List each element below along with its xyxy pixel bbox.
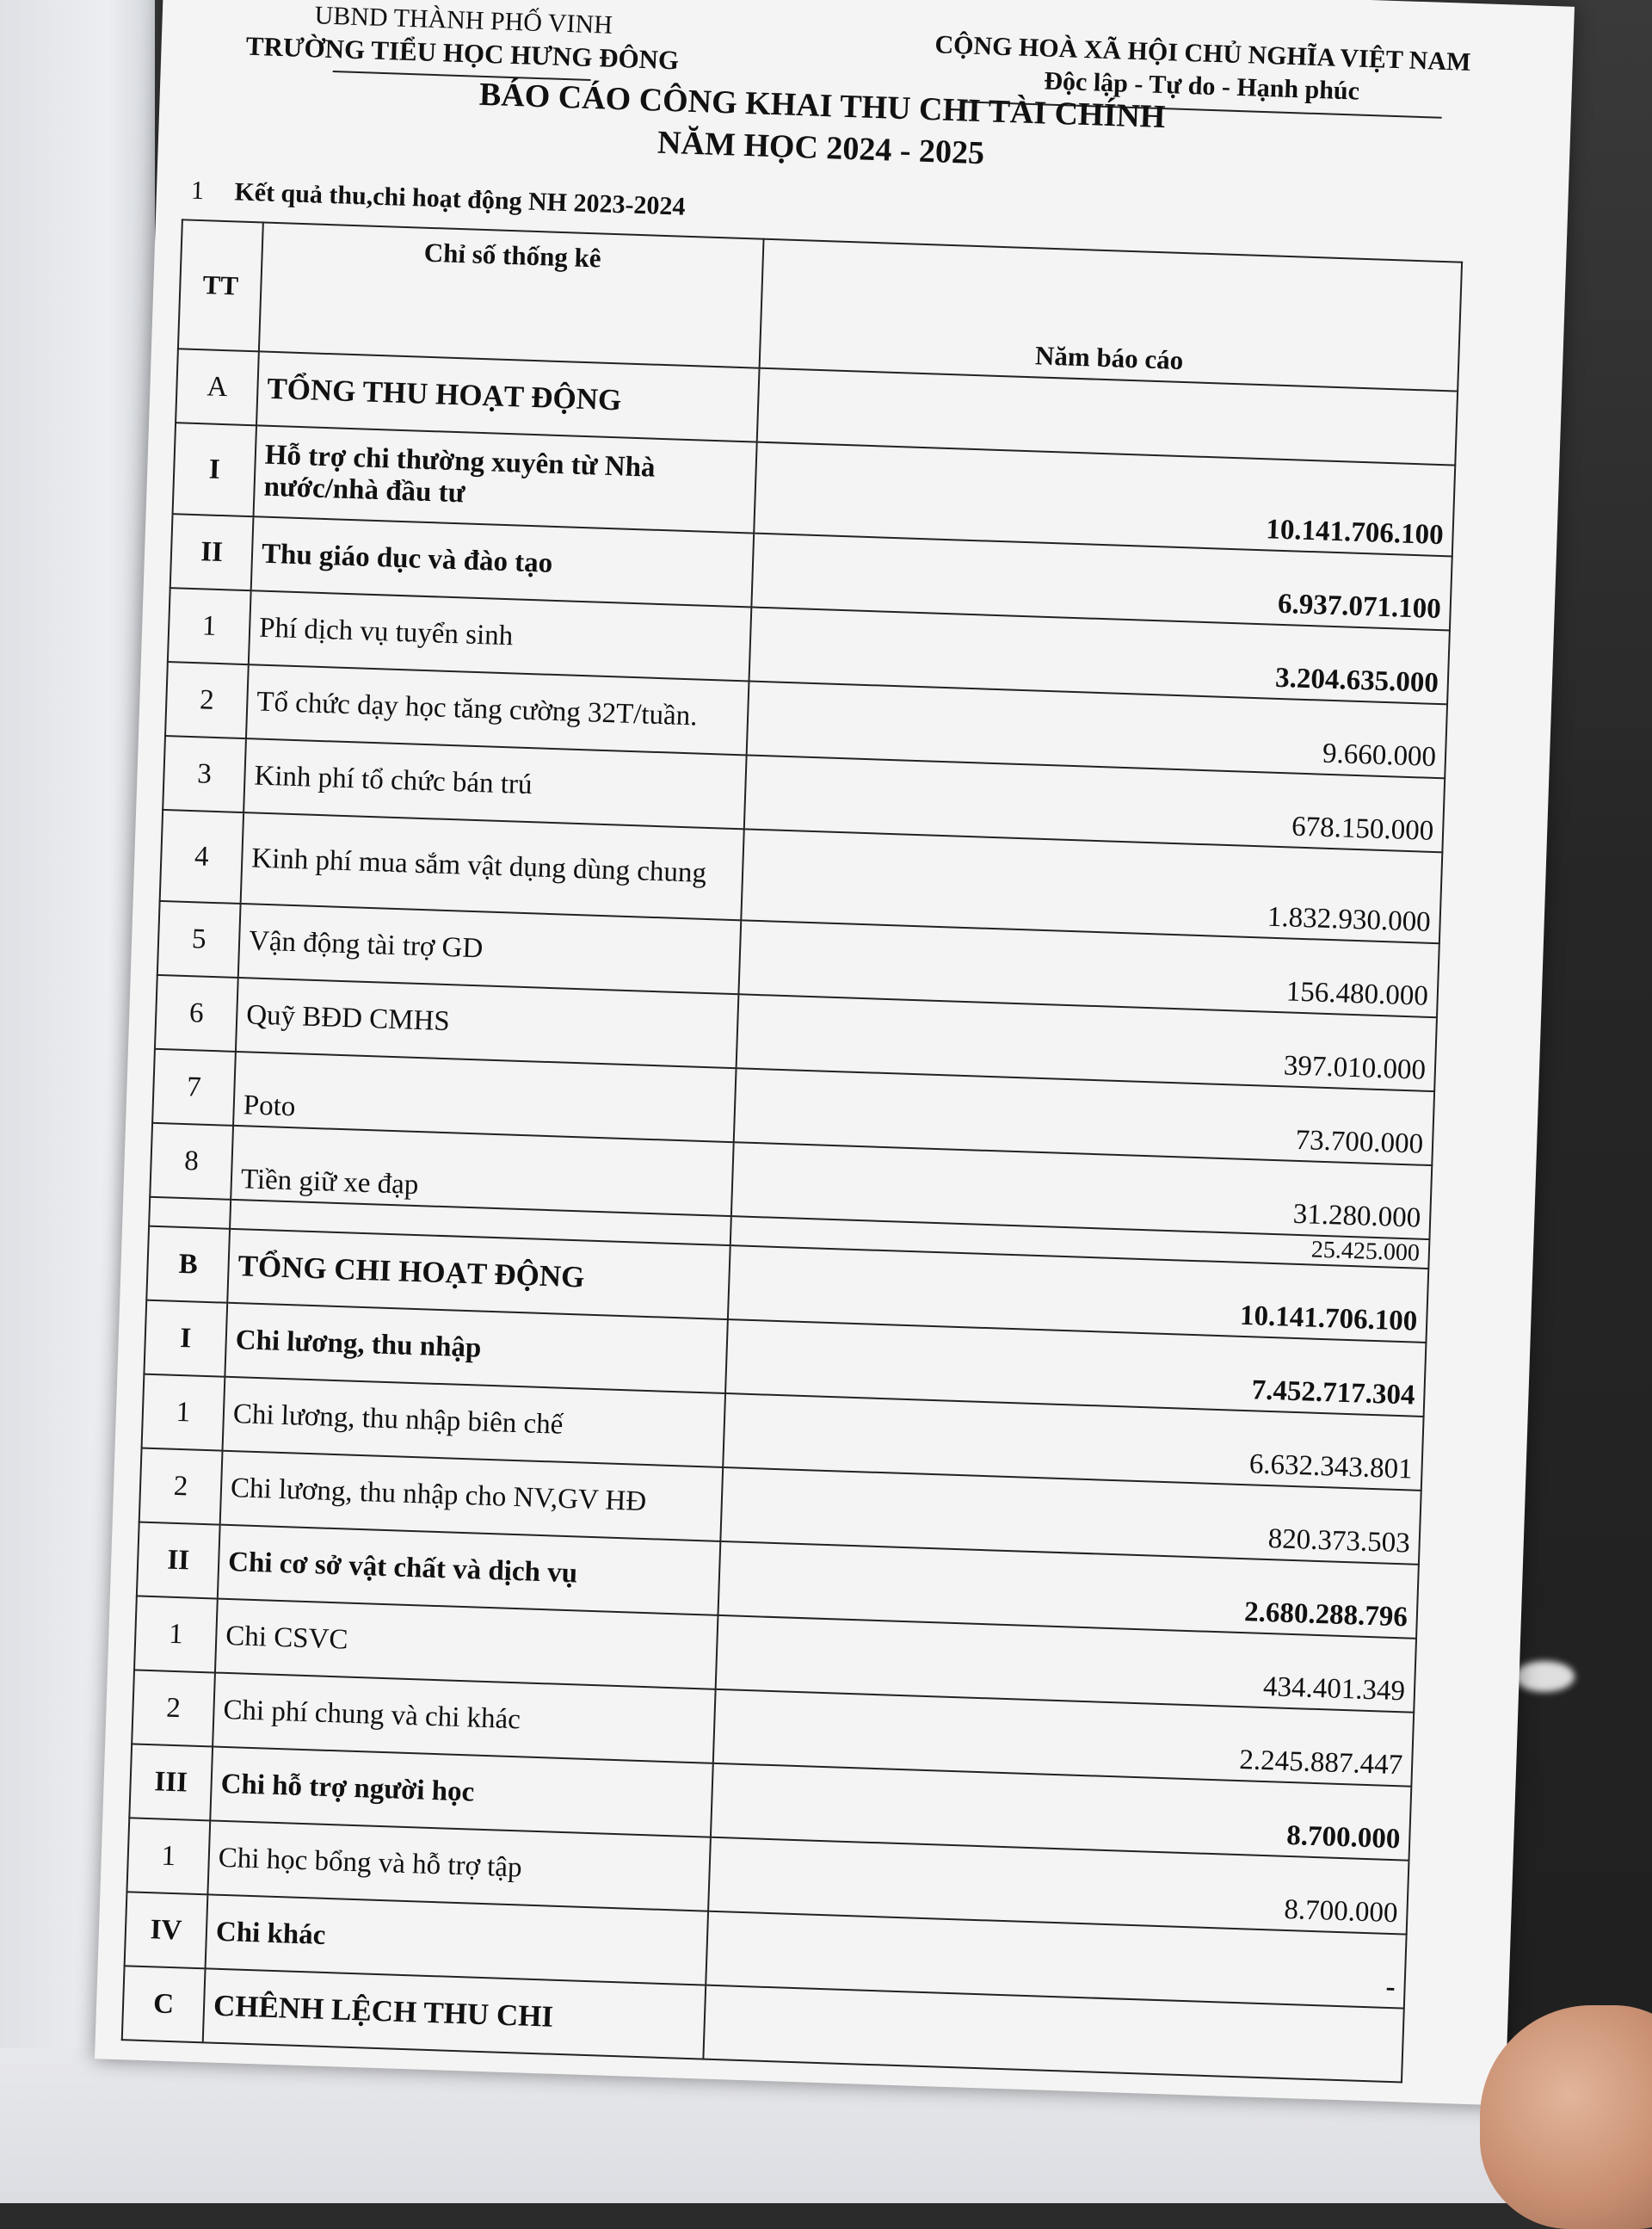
row-label: Hỗ trợ chi thường xuyên từ Nhà nước/nhà đầu tư	[254, 425, 757, 533]
row-label: CHÊNH LỆCH THU CHI	[203, 1968, 706, 2059]
report-title-line1: BÁO CÁO CÔNG KHAI THU CHI TÀI CHÍNH	[478, 76, 1167, 136]
row-label: Tổ chức dạy học tăng cường 32T/tuần.	[246, 664, 749, 755]
row-value: 2.245.887.447	[713, 1689, 1414, 1787]
row-tt: 1	[168, 588, 251, 664]
row-label: Quỹ BĐD CMHS	[236, 978, 739, 1068]
report-title-line2: NĂM HỌC 2024 - 2025	[656, 125, 985, 172]
section-number: 1	[190, 176, 205, 206]
row-tt: 2	[139, 1448, 223, 1525]
row-tt: I	[173, 423, 256, 516]
row-label: Chi lương, thu nhập biên chế	[223, 1377, 726, 1467]
row-label: Tiền giữ xe đạp	[231, 1126, 734, 1216]
section-label: Kết quả thu,chi hoạt động NH 2023-2024	[233, 177, 687, 221]
row-tt: 4	[160, 810, 243, 904]
header-value: Năm báo cáo	[760, 239, 1463, 392]
row-tt: A	[176, 349, 259, 425]
row-value: 73.700.000	[734, 1068, 1434, 1165]
row-label: Phí dịch vụ tuyển sinh	[249, 590, 752, 681]
row-label: Chi cơ sở vật chất và dịch vụ	[218, 1525, 721, 1615]
row-value: 9.660.000	[747, 681, 1447, 778]
issuer-block	[221, 0, 705, 85]
row-value: 7.452.717.304	[725, 1319, 1426, 1417]
school-name: TRƯỜNG TIỂU HỌC HƯNG ĐÔNG	[245, 30, 680, 75]
light-glare	[1514, 1661, 1575, 1692]
header-tt: TT	[178, 219, 263, 351]
row-tt: IV	[125, 1892, 208, 1968]
row-tt: II	[170, 514, 254, 590]
row-tt: B	[146, 1226, 230, 1303]
row-tt: C	[122, 1966, 206, 2042]
row-tt: 8	[150, 1123, 233, 1200]
row-value: 3.204.635.000	[749, 608, 1449, 705]
row-value: 678.150.000	[744, 755, 1445, 852]
row-tt: 6	[155, 975, 238, 1052]
republic-name: CỘNG HOÀ XÃ HỘI CHỦ NGHĨA VIỆT NAM	[934, 30, 1471, 77]
row-label: TỔNG THU HOẠT ĐỘNG	[256, 351, 760, 441]
row-value: 2.680.288.796	[718, 1541, 1418, 1639]
row-value: 820.373.503	[720, 1467, 1421, 1565]
row-tt: 5	[157, 901, 241, 978]
authority-name: UBND THÀNH PHỐ VINH	[314, 1, 613, 40]
row-value: -	[706, 1911, 1406, 2009]
row-value: 434.401.349	[716, 1615, 1416, 1713]
row-tt: 1	[126, 1818, 210, 1894]
row-label: Chi hỗ trợ người học	[210, 1746, 713, 1837]
row-tt: 1	[134, 1596, 218, 1672]
row-value: 10.141.706.100	[728, 1245, 1428, 1343]
report-page	[95, 0, 1575, 2106]
row-tt: 1	[142, 1374, 225, 1451]
row-label: Chi phí chung và chi khác	[213, 1673, 716, 1763]
row-value: 25.425.000	[730, 1216, 1430, 1269]
header-indicator: Chỉ số thống kê	[259, 222, 764, 367]
row-label: Chi khác	[206, 1894, 709, 1985]
row-tt: 2	[165, 662, 249, 738]
row-label: Poto	[233, 1052, 737, 1142]
row-label: Thu giáo dục và đào tạo	[251, 516, 755, 607]
row-label: Kinh phí mua sắm vật dụng dùng chung	[241, 812, 744, 920]
row-tt: 2	[132, 1670, 215, 1746]
row-tt: III	[129, 1744, 213, 1820]
row-tt: 3	[163, 736, 246, 812]
row-label: Chi CSVC	[215, 1599, 718, 1689]
row-label: Vận động tài trợ GD	[238, 904, 742, 994]
row-value: 1.832.930.000	[741, 829, 1442, 943]
row-value: 6.937.071.100	[751, 534, 1452, 631]
row-tt: I	[144, 1300, 227, 1377]
row-value: 156.480.000	[738, 920, 1439, 1017]
row-tt	[149, 1197, 231, 1229]
row-label: Chi học bổng và hỗ trợ tập	[207, 1820, 711, 1911]
row-label: Kinh phí tổ chức bán trú	[243, 738, 747, 829]
national-motto: Độc lập - Tự do - Hạnh phúc	[1043, 65, 1360, 106]
row-label: Chi lương, thu nhập	[225, 1303, 728, 1393]
row-label: Chi lương, thu nhập cho NV,GV HĐ	[220, 1451, 724, 1541]
finance-table	[121, 219, 1463, 2083]
row-label: TỔNG CHI HOẠT ĐỘNG	[227, 1229, 730, 1319]
row-tt: II	[137, 1522, 220, 1599]
row-tt: 7	[152, 1049, 236, 1126]
row-value: 8.700.000	[708, 1837, 1409, 1935]
row-value: 31.280.000	[731, 1142, 1432, 1239]
row-value: 8.700.000	[711, 1763, 1411, 1861]
row-value: 6.632.343.801	[723, 1393, 1423, 1491]
row-value: 397.010.000	[737, 994, 1437, 1091]
row-value: 10.141.706.100	[754, 442, 1455, 557]
